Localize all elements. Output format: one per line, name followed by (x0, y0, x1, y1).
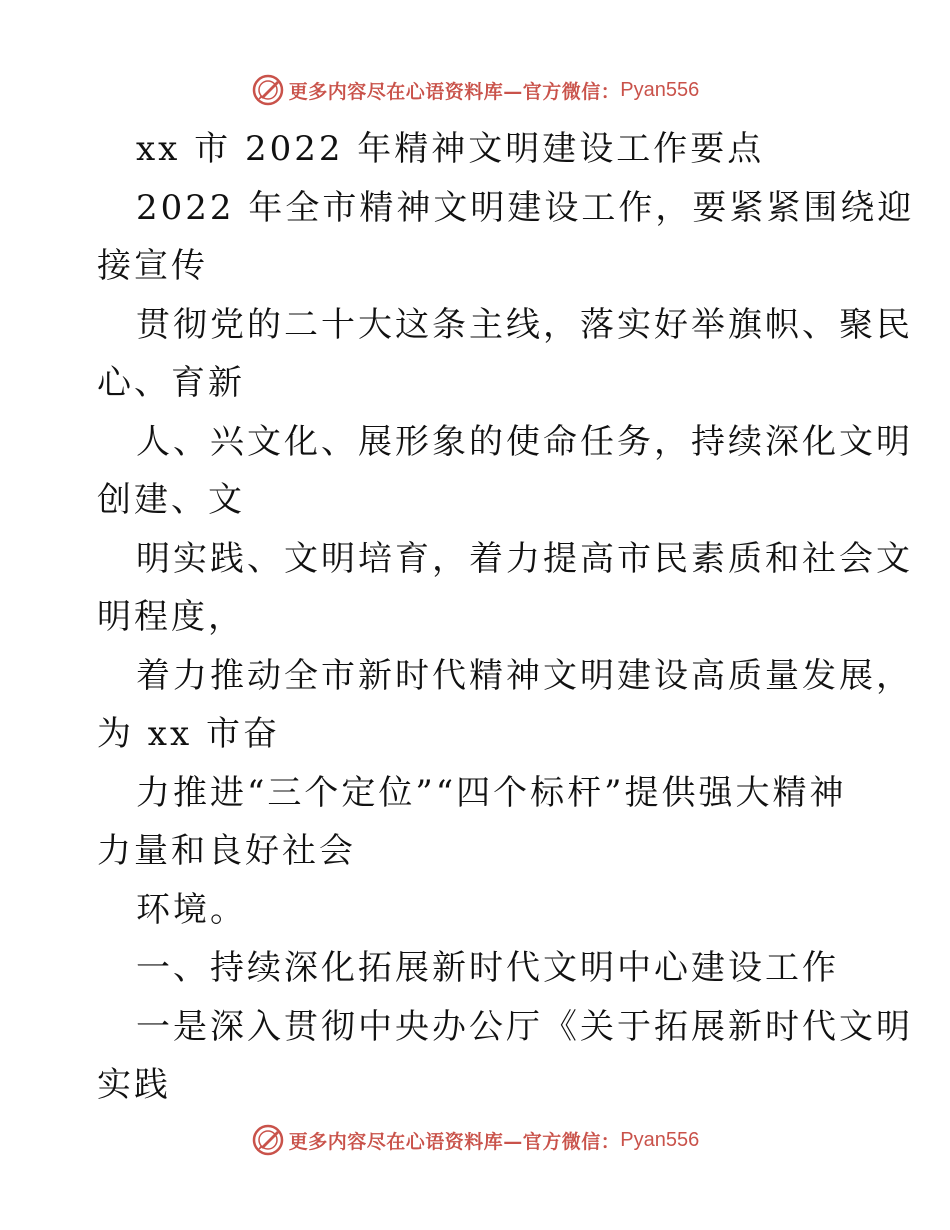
header-banner-wechat-id: Pyan556 (620, 78, 700, 101)
paragraph-line: 心、育新 (97, 363, 245, 403)
document-body (97, 120, 915, 1115)
footer-banner-wechat-id: Pyan556 (620, 1128, 700, 1151)
paragraph-line: 明程度， (97, 597, 245, 637)
paragraph-line: 环境。 (136, 889, 247, 930)
document-title: xx 市 2022 年精神文明建设工作要点 (136, 129, 765, 169)
section-heading: 一、持续深化拓展新时代文明中心建设工作 (136, 948, 839, 988)
header-banner-text: 更多内容尽在心语资料库—官方微信： (288, 80, 621, 103)
footer-banner-text: 更多内容尽在心语资料库—官方微信： (288, 1130, 621, 1153)
paragraph-line: 力量和良好社会 (97, 831, 356, 871)
paragraph-line: 力推进“三个定位”“四个标杆”提供强大精神 (136, 772, 847, 813)
paragraph-line: 人、兴文化、展形象的使命任务，持续深化文明 (136, 421, 913, 462)
library-logo-icon (251, 73, 285, 107)
paragraph-line: 明实践、文明培育，着力提高市民素质和社会文 (136, 538, 913, 579)
paragraph-line: 着力推动全市新时代精神文明建设高质量发展， (136, 655, 913, 696)
paragraph-line: 2022 年全市精神文明建设工作，要紧紧围绕迎 (136, 187, 915, 228)
paragraph-line: 贯彻党的二十大这条主线，落实好举旗帜、聚民 (136, 304, 913, 345)
paragraph-line: 为 xx 市奋 (97, 714, 280, 754)
paragraph-line: 创建、文 (97, 480, 245, 520)
library-logo-icon (251, 1123, 285, 1157)
header-banner (0, 70, 950, 110)
paragraph-line: 实践 (97, 1065, 171, 1105)
paragraph-line: 一是深入贯彻中央办公厅《关于拓展新时代文明 (136, 1006, 913, 1047)
paragraph-line: 接宣传 (97, 246, 208, 286)
footer-banner (0, 1120, 950, 1160)
